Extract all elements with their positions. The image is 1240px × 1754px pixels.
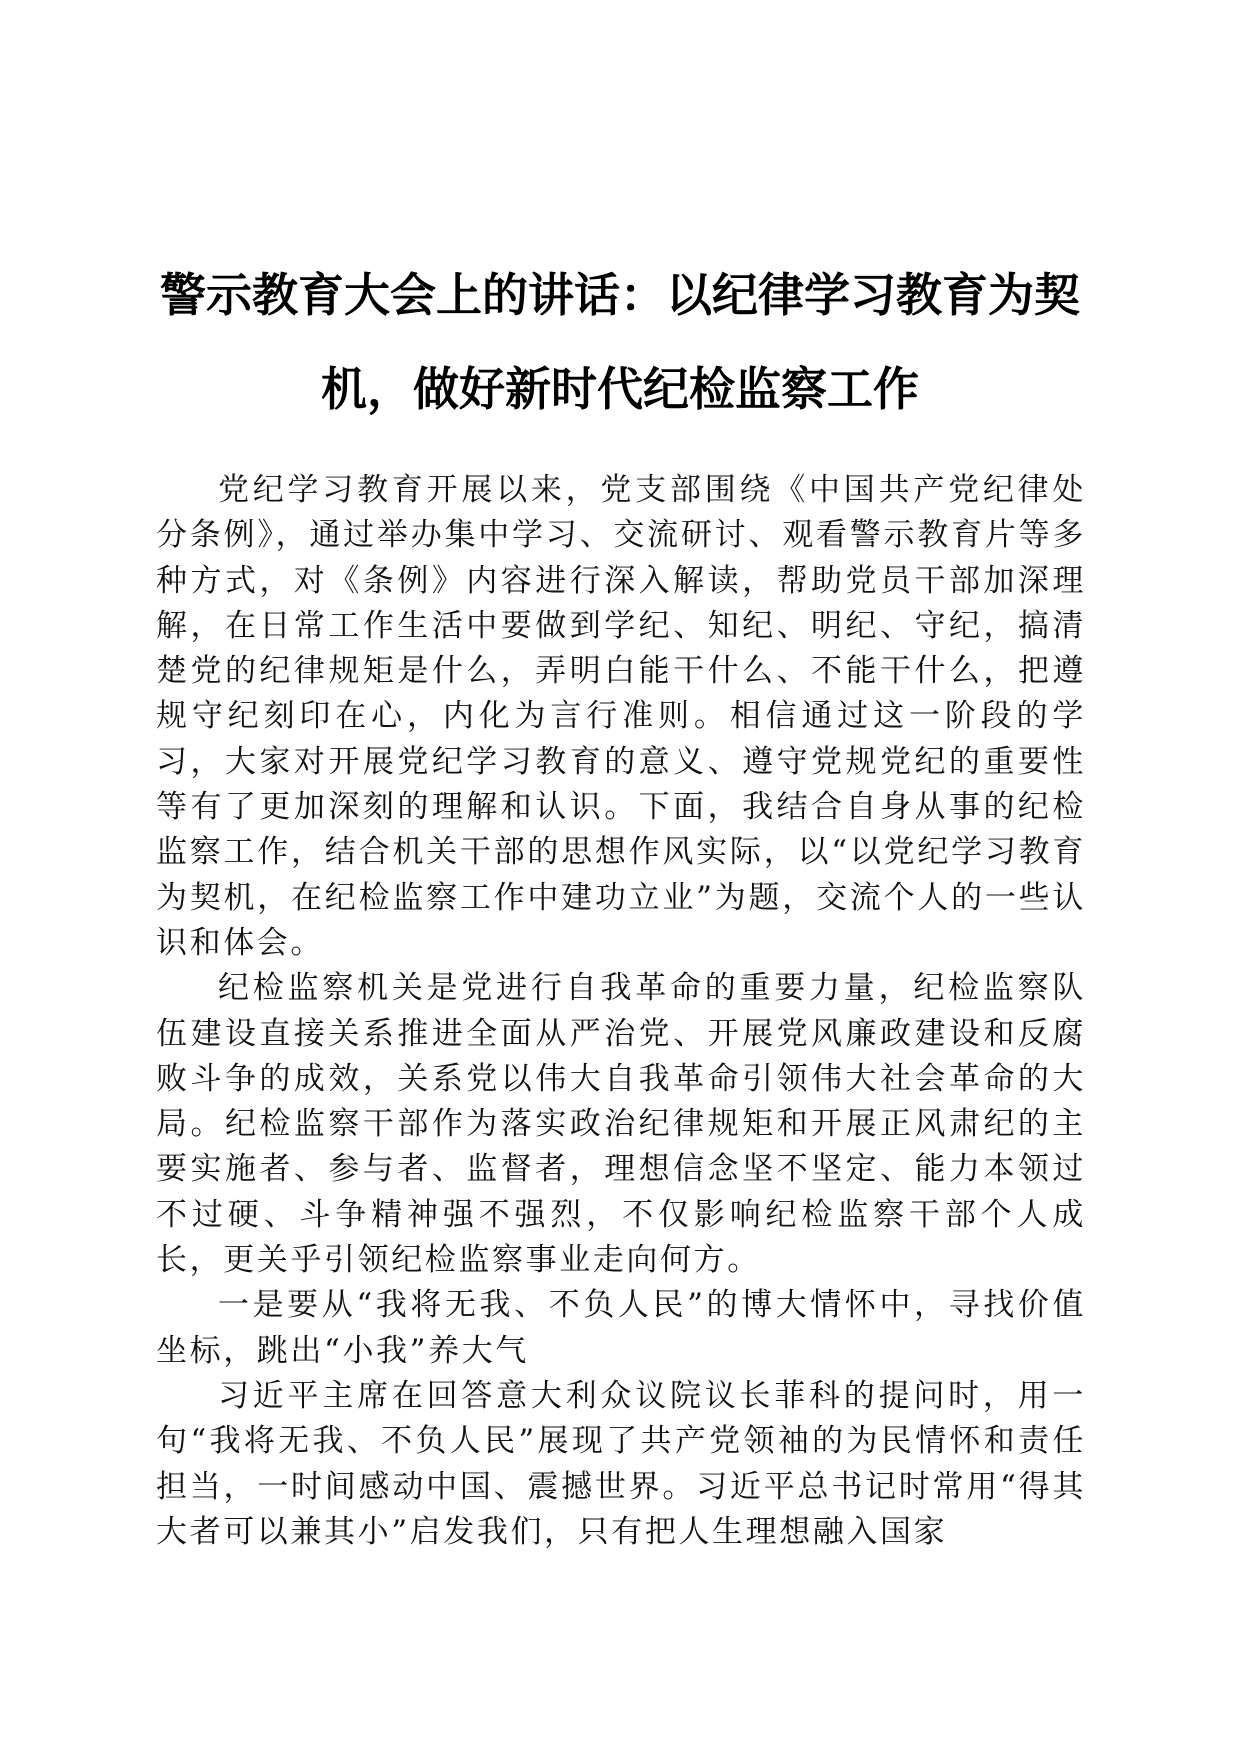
document-body bbox=[156, 468, 1086, 1555]
document-title: 警示教育大会上的讲话：以纪律学习教育为契机，做好新时代纪检监察工作 bbox=[160, 268, 1080, 416]
section-heading: 一是要从“我将无我、不负人民”的博大情怀中，寻找价值坐标，跳出“小我”养大气 bbox=[156, 1287, 1086, 1369]
paragraph: 习近平主席在回答意大利众议院议长菲科的提问时，用一句“我将无我、不负人民”展现了共产党领袖的为民情怀和责任担当，一时间感动中国、震撼世界。习近平总书记时常用“得其大者可以兼其小”启发我们，只有把人生理想融入国家 bbox=[156, 1377, 1086, 1550]
paragraph: 纪检监察机关是党进行自我革命的重要力量，纪检监察队伍建设直接关系推进全面从严治党、开展党风廉政建设和反腐败斗争的成效，关系党以伟大自我革命引领伟大社会革命的大局。纪检监察干部作为落实政治纪律规矩和开展正风肃纪的主要实施者、参与者、监督者，理想信念坚不坚定、能力本领过不过硬、斗争精神强不强烈，不仅影响纪检监察干部个人成长，更关乎引领纪检监察事业走向何方。 bbox=[156, 970, 1086, 1279]
paragraph: 党纪学习教育开展以来，党支部围绕《中国共产党纪律处分条例》，通过举办集中学习、交流研讨、观看警示教育片等多种方式，对《条例》内容进行深入解读，帮助党员干部加深理解，在日常工作生活中要做到学纪、知纪、明纪、守纪，搞清楚党的纪律规矩是什么，弄明白能干什么、不能干什么，把遵规守纪刻印在心，内化为言行准则。相信通过这一阶段的学习，大家对开展党纪学习教育的意义、遵守党规党纪的重要性等有了更加深刻的理解和认识。下面，我结合自身从事的纪检监察工作，结合机关干部的思想作风实际，以“以党纪学习教育为契机，在纪检监察工作中建功立业”为题，交流个人的一些认识和体会。 bbox=[156, 472, 1086, 961]
